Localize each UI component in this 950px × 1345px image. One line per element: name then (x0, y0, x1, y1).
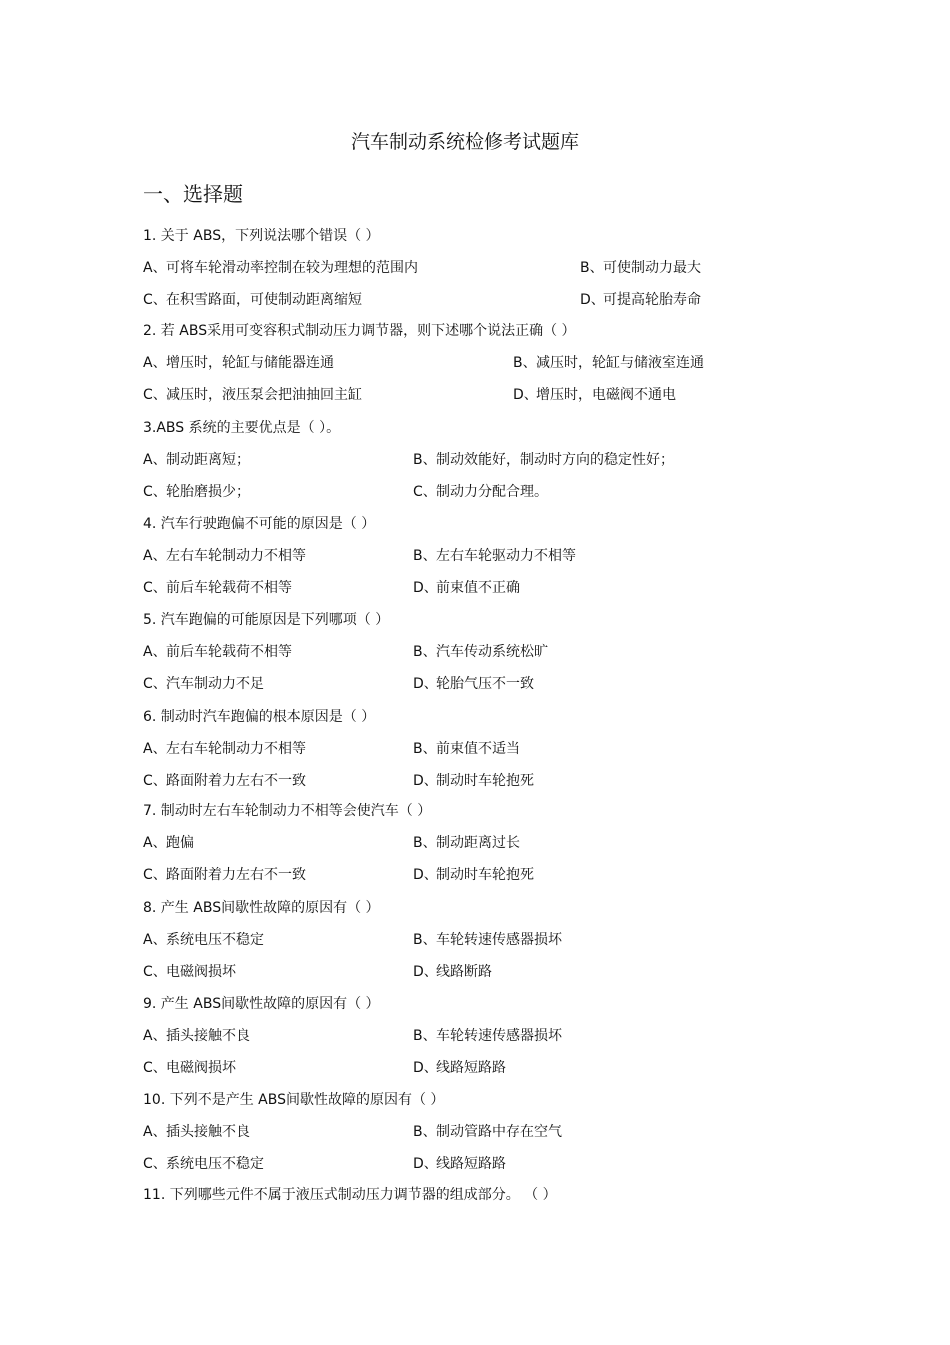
option-2-4 (513, 384, 676, 406)
option-key: A、 (143, 355, 167, 371)
question-8 (0, 897, 950, 919)
option-key: C、 (143, 773, 167, 789)
option-4-2 (413, 545, 576, 567)
option-3-4 (413, 481, 548, 503)
option-text: 车轮转速传感器损坏 (436, 1028, 562, 1044)
section-heading: 一、选择题 (143, 182, 243, 206)
option-key: A、 (143, 548, 167, 564)
option-text: 制动时车轮抱死 (436, 867, 534, 883)
option-text: 可将车轮滑动率控制在较为理想的范围内 (166, 260, 418, 276)
option-6-1 (143, 738, 306, 760)
option-8-4 (413, 961, 492, 983)
option-key: A、 (143, 932, 167, 948)
option-text: 制动距离短； (166, 452, 250, 468)
option-key: D、 (413, 676, 438, 692)
option-text: 制动效能好，制动时方向的稳定性好； (436, 452, 674, 468)
option-key: A、 (143, 644, 167, 660)
option-text: 制动时车轮抱死 (436, 773, 534, 789)
option-text: 系统电压不稳定 (166, 1156, 264, 1172)
option-10-4 (413, 1153, 506, 1175)
question-text: 10. 下列不是产生 ABS间歇性故障的原因有（ ） (143, 1092, 445, 1108)
option-text: 前束值不正确 (436, 580, 520, 596)
option-8-3 (143, 961, 236, 983)
option-6-3 (143, 770, 306, 792)
option-key: A、 (143, 452, 167, 468)
option-8-2 (413, 929, 562, 951)
question-4 (0, 513, 950, 535)
option-key: B、 (413, 548, 437, 564)
option-7-4 (413, 864, 534, 886)
option-8-1 (143, 929, 264, 951)
option-text: 系统电压不稳定 (166, 932, 264, 948)
option-text: 线路短路路 (436, 1060, 506, 1076)
option-text: 汽车传动系统松旷 (436, 644, 548, 660)
option-text: 制动力分配合理。 (436, 484, 548, 500)
option-6-4 (413, 770, 534, 792)
question-text: 5. 汽车跑偏的可能原因是下列哪项（ ） (143, 612, 390, 628)
option-key: D、 (413, 867, 438, 883)
option-key: B、 (413, 1028, 437, 1044)
question-text: 7. 制动时左右车轮制动力不相等会使汽车（ ） (143, 803, 432, 819)
option-key: C、 (143, 580, 167, 596)
option-text: 减压时，轮缸与储液室连通 (536, 355, 704, 371)
question-text: 9. 产生 ABS间歇性故障的原因有（ ） (143, 996, 380, 1012)
option-text: 左右车轮制动力不相等 (166, 741, 306, 757)
option-key: D、 (413, 1060, 438, 1076)
option-5-4 (413, 673, 534, 695)
question-3 (0, 417, 950, 439)
option-2-3 (143, 384, 362, 406)
question-7 (0, 800, 950, 822)
option-text: 路面附着力左右不一致 (166, 773, 306, 789)
option-text: 制动管路中存在空气 (436, 1124, 562, 1140)
option-text: 增压时，轮缸与储能器连通 (166, 355, 334, 371)
option-key: D、 (513, 387, 538, 403)
option-7-1 (143, 832, 194, 854)
question-text: 3.ABS 系统的主要优点是（ ）。 (143, 420, 341, 436)
option-key: D、 (413, 1156, 438, 1172)
page-title: 汽车制动系统检修考试题库 (350, 131, 579, 153)
option-key: C、 (143, 867, 167, 883)
option-9-4 (413, 1057, 506, 1079)
option-key: B、 (513, 355, 537, 371)
option-key: C、 (143, 484, 167, 500)
option-3-1 (143, 449, 250, 471)
question-1 (0, 225, 950, 247)
question-text: 11. 下列哪些元件不属于液压式制动压力调节器的组成部分。 （ ） (143, 1187, 557, 1203)
option-text: 汽车制动力不足 (166, 676, 264, 692)
option-7-2 (413, 832, 520, 854)
option-text: 轮胎气压不一致 (436, 676, 534, 692)
option-text: 插头接触不良 (166, 1028, 250, 1044)
option-key: B、 (413, 452, 437, 468)
option-key: C、 (143, 964, 167, 980)
question-text: 2. 若 ABS采用可变容积式制动压力调节器，则下述哪个说法正确（ ） (143, 323, 576, 339)
option-key: B、 (413, 835, 437, 851)
option-text: 前束值不适当 (436, 741, 520, 757)
option-5-1 (143, 641, 292, 663)
option-text: 可使制动力最大 (603, 260, 701, 276)
option-1-3 (143, 289, 362, 311)
option-text: 线路断路 (436, 964, 492, 980)
option-key: B、 (413, 1124, 437, 1140)
question-text: 4. 汽车行驶跑偏不可能的原因是（ ） (143, 516, 376, 532)
option-key: C、 (143, 1060, 167, 1076)
option-text: 电磁阀损坏 (166, 1060, 236, 1076)
option-1-4 (580, 289, 701, 311)
option-text: 电磁阀损坏 (166, 964, 236, 980)
option-5-3 (143, 673, 264, 695)
option-key: D、 (413, 964, 438, 980)
question-11 (0, 1184, 950, 1206)
option-2-2 (513, 352, 704, 374)
option-key: A、 (143, 835, 167, 851)
option-key: B、 (413, 644, 437, 660)
option-text: 前后车轮载荷不相等 (166, 644, 292, 660)
option-4-3 (143, 577, 292, 599)
option-1-2 (580, 257, 701, 279)
option-3-2 (413, 449, 674, 471)
option-7-3 (143, 864, 306, 886)
option-6-2 (413, 738, 520, 760)
question-2 (0, 320, 950, 342)
option-9-3 (143, 1057, 236, 1079)
option-key: A、 (143, 1028, 167, 1044)
option-text: 在积雪路面，可使制动距离缩短 (166, 292, 362, 308)
option-9-2 (413, 1025, 562, 1047)
option-text: 车轮转速传感器损坏 (436, 932, 562, 948)
option-key: B、 (413, 932, 437, 948)
option-text: 路面附着力左右不一致 (166, 867, 306, 883)
question-text: 8. 产生 ABS间歇性故障的原因有（ ） (143, 900, 380, 916)
option-text: 左右车轮驱动力不相等 (436, 548, 576, 564)
option-key: A、 (143, 260, 167, 276)
option-text: 插头接触不良 (166, 1124, 250, 1140)
option-key: B、 (580, 260, 604, 276)
option-text: 增压时，电磁阀不通电 (536, 387, 676, 403)
option-key: D、 (413, 580, 438, 596)
question-5 (0, 609, 950, 631)
option-key: A、 (143, 741, 167, 757)
option-text: 跑偏 (166, 835, 194, 851)
question-6 (0, 706, 950, 728)
option-5-2 (413, 641, 548, 663)
question-text: 6. 制动时汽车跑偏的根本原因是（ ） (143, 709, 376, 725)
option-key: C、 (143, 676, 167, 692)
option-10-3 (143, 1153, 264, 1175)
option-4-1 (143, 545, 306, 567)
option-text: 制动距离过长 (436, 835, 520, 851)
option-text: 左右车轮制动力不相等 (166, 548, 306, 564)
option-text: 线路短路路 (436, 1156, 506, 1172)
question-9 (0, 993, 950, 1015)
option-10-1 (143, 1121, 250, 1143)
option-9-1 (143, 1025, 250, 1047)
option-text: 减压时，液压泵会把油抽回主缸 (166, 387, 362, 403)
question-10 (0, 1089, 950, 1111)
option-text: 轮胎磨损少； (166, 484, 250, 500)
option-key: D、 (580, 292, 605, 308)
option-key: C、 (143, 292, 167, 308)
option-10-2 (413, 1121, 562, 1143)
option-3-3 (143, 481, 250, 503)
option-key: C、 (143, 1156, 167, 1172)
option-key: C、 (143, 387, 167, 403)
option-key: A、 (143, 1124, 167, 1140)
option-1-1 (143, 257, 418, 279)
option-4-4 (413, 577, 520, 599)
option-key: D、 (413, 773, 438, 789)
option-key: B、 (413, 741, 437, 757)
option-text: 前后车轮载荷不相等 (166, 580, 292, 596)
option-key: C、 (413, 484, 437, 500)
option-text: 可提高轮胎寿命 (603, 292, 701, 308)
option-2-1 (143, 352, 334, 374)
question-text: 1. 关于 ABS，下列说法哪个错误（ ） (143, 228, 380, 244)
